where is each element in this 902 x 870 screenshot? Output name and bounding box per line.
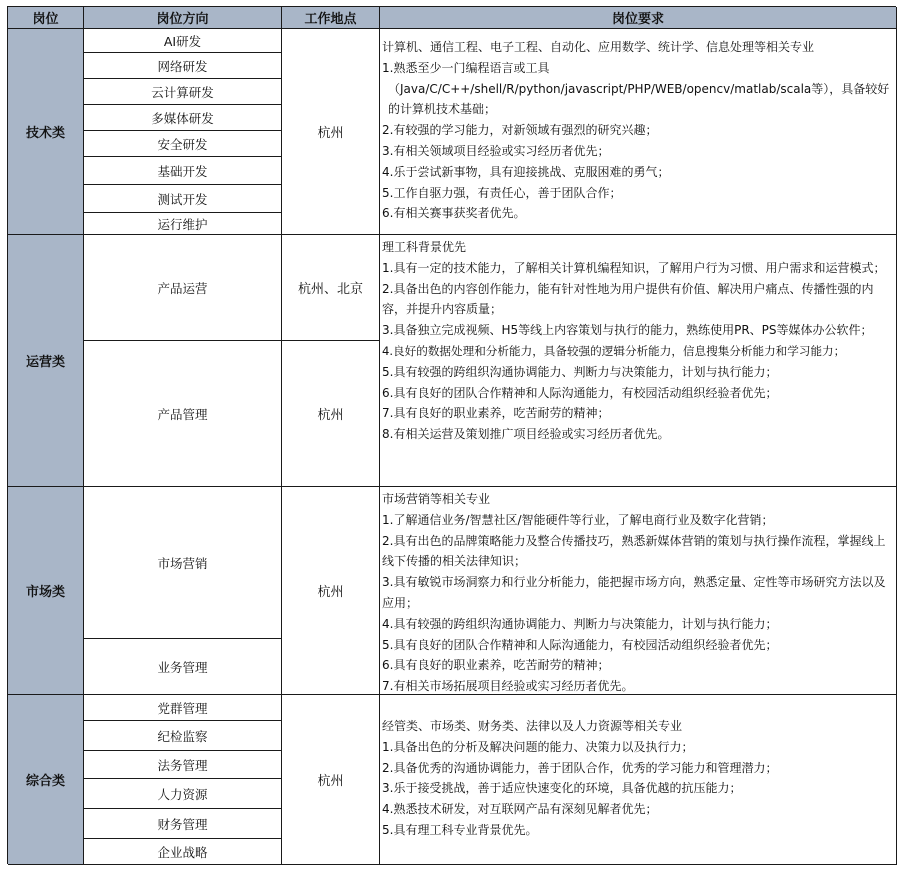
- requirement-line: 6.具有良好的职业素养，吃苦耐劳的精神；: [382, 658, 610, 673]
- requirement-line: 1.了解通信业务/智慧社区/智能硬件等行业，了解电商行业及数字化营销；: [382, 512, 774, 527]
- location-cell: 杭州: [282, 29, 380, 235]
- requirement-line: 5.工作自驱力强，有责任心，善于团队合作；: [382, 185, 622, 200]
- location-cell: 杭州: [282, 695, 380, 865]
- direction-item: 测试开发: [84, 185, 282, 213]
- direction-item: 人力资源: [84, 779, 282, 809]
- requirement-line: 4.乐于尝试新事物，具有迎接挑战、克服困难的勇气；: [382, 164, 670, 179]
- requirement-line: 8.有相关运营及策划推广项目经验或实习经历者优先。: [382, 427, 670, 442]
- direction-item: 党群管理: [84, 695, 282, 721]
- location-cell: 杭州、北京: [282, 235, 380, 341]
- direction-item: 运行维护: [84, 213, 282, 235]
- direction-item: AI研发: [84, 29, 282, 53]
- header-position: 岗位: [8, 7, 84, 29]
- requirement-line: 7.有相关市场拓展项目经验或实习经历者优先。: [382, 679, 634, 694]
- requirement-line: 1.具备出色的分析及解决问题的能力、决策力以及执行力；: [382, 739, 694, 754]
- direction-item: 安全研发: [84, 131, 282, 157]
- requirement-line: 6.具有良好的团队合作精神和人际沟通能力，有校园活动组织经验者优先；: [382, 385, 778, 400]
- recruitment-table: [7, 6, 896, 864]
- requirement-line: 5.具有理工科专业背景优先。: [382, 822, 538, 837]
- direction-item: 法务管理: [84, 751, 282, 779]
- requirement-line: 6.有相关赛事获奖者优先。: [382, 206, 526, 221]
- location-cell: 杭州: [282, 487, 380, 695]
- requirement-line: 3.具有敏锐市场洞察力和行业分析能力，能把握市场方向，熟悉定量、定性等市场研究方法以及应用；: [382, 575, 886, 610]
- requirement-line: 7.具有良好的职业素养，吃苦耐劳的精神；: [382, 406, 610, 421]
- requirement-line: 2.具有出色的品牌策略能力及整合传播技巧，熟悉新媒体营销的策划与执行操作流程，掌握线上线下传播的相关法律知识；: [382, 533, 886, 569]
- category-operations: 运营类: [8, 235, 84, 487]
- direction-item: 产品管理: [84, 341, 282, 487]
- direction-item: 纪检监察: [84, 721, 282, 751]
- requirement-line: 1.熟悉至少一门编程语言或工具: [382, 60, 550, 75]
- requirement-line: 3.具备独立完成视频、H5等线上内容策划与执行的能力，熟练使用PR、PS等媒体办公软件；: [382, 323, 873, 338]
- requirement-line: 2.有较强的学习能力，对新领域有强烈的研究兴趣；: [382, 123, 658, 138]
- header-location: 工作地点: [282, 7, 380, 29]
- category-marketing: 市场类: [8, 487, 84, 695]
- requirements-cell: [380, 487, 897, 695]
- requirement-line: （Java/C/C++/shell/R/python/javascript/PHP/WEB/opencv/matlab/scala等），具备较好的计算机技术基础；: [388, 81, 890, 117]
- category-general: 综合类: [8, 695, 84, 865]
- requirement-line: 理工科背景优先: [382, 240, 467, 254]
- direction-item: 多媒体研发: [84, 105, 282, 131]
- direction-item: 市场营销: [84, 487, 282, 639]
- header-requirements: 岗位要求: [380, 7, 897, 29]
- requirements-cell: [380, 29, 897, 235]
- requirement-line: 4.良好的数据处理和分析能力，具备较强的逻辑分析能力，信息搜集分析能力和学习能力；: [382, 343, 846, 358]
- direction-item: 企业战略: [84, 839, 282, 865]
- direction-item: 业务管理: [84, 639, 282, 695]
- requirement-line: 市场营销等相关专业: [382, 492, 491, 506]
- requirements-cell: [380, 235, 897, 487]
- direction-item: 云计算研发: [84, 79, 282, 105]
- requirement-line: 5.具有较强的跨组织沟通协调能力、判断力与决策能力，计划与执行能力；: [382, 364, 778, 379]
- direction-item: 网络研发: [84, 53, 282, 79]
- requirement-line: 4.具有较强的跨组织沟通协调能力、判断力与决策能力，计划与执行能力；: [382, 616, 778, 631]
- requirement-line: 计算机、通信工程、电子工程、自动化、应用数学、统计学、信息处理等相关专业: [382, 40, 815, 54]
- requirement-line: 2.具备出色的内容创作能力，能有针对性地为用户提供有价值、解决用户痛点、传播性强的内容，并提升内容质量；: [382, 281, 874, 317]
- direction-item: 产品运营: [84, 235, 282, 341]
- requirement-line: 2.具备优秀的沟通协调能力，善于团队合作，优秀的学习能力和管理潜力；: [382, 760, 778, 775]
- requirement-line: 3.乐于接受挑战，善于适应快速变化的环境，具备优越的抗压能力；: [382, 781, 742, 796]
- requirement-line: 经管类、市场类、财务类、法律以及人力资源等相关专业: [382, 719, 683, 733]
- requirements-cell: [380, 695, 897, 865]
- requirement-line: 1.具有一定的技术能力，了解相关计算机编程知识，了解用户行为习惯、用户需求和运营模式；: [382, 260, 886, 275]
- requirement-line: 5.具有良好的团队合作精神和人际沟通能力，有校园活动组织经验者优先；: [382, 637, 778, 652]
- direction-item: 财务管理: [84, 809, 282, 839]
- direction-item: 基础开发: [84, 157, 282, 185]
- requirement-line: 4.熟悉技术研发，对互联网产品有深刻见解者优先；: [382, 802, 658, 817]
- category-tech: 技术类: [8, 29, 84, 235]
- requirement-line: 3.有相关领域项目经验或实习经历者优先；: [382, 143, 610, 158]
- location-cell: 杭州: [282, 341, 380, 487]
- header-direction: 岗位方向: [84, 7, 282, 29]
